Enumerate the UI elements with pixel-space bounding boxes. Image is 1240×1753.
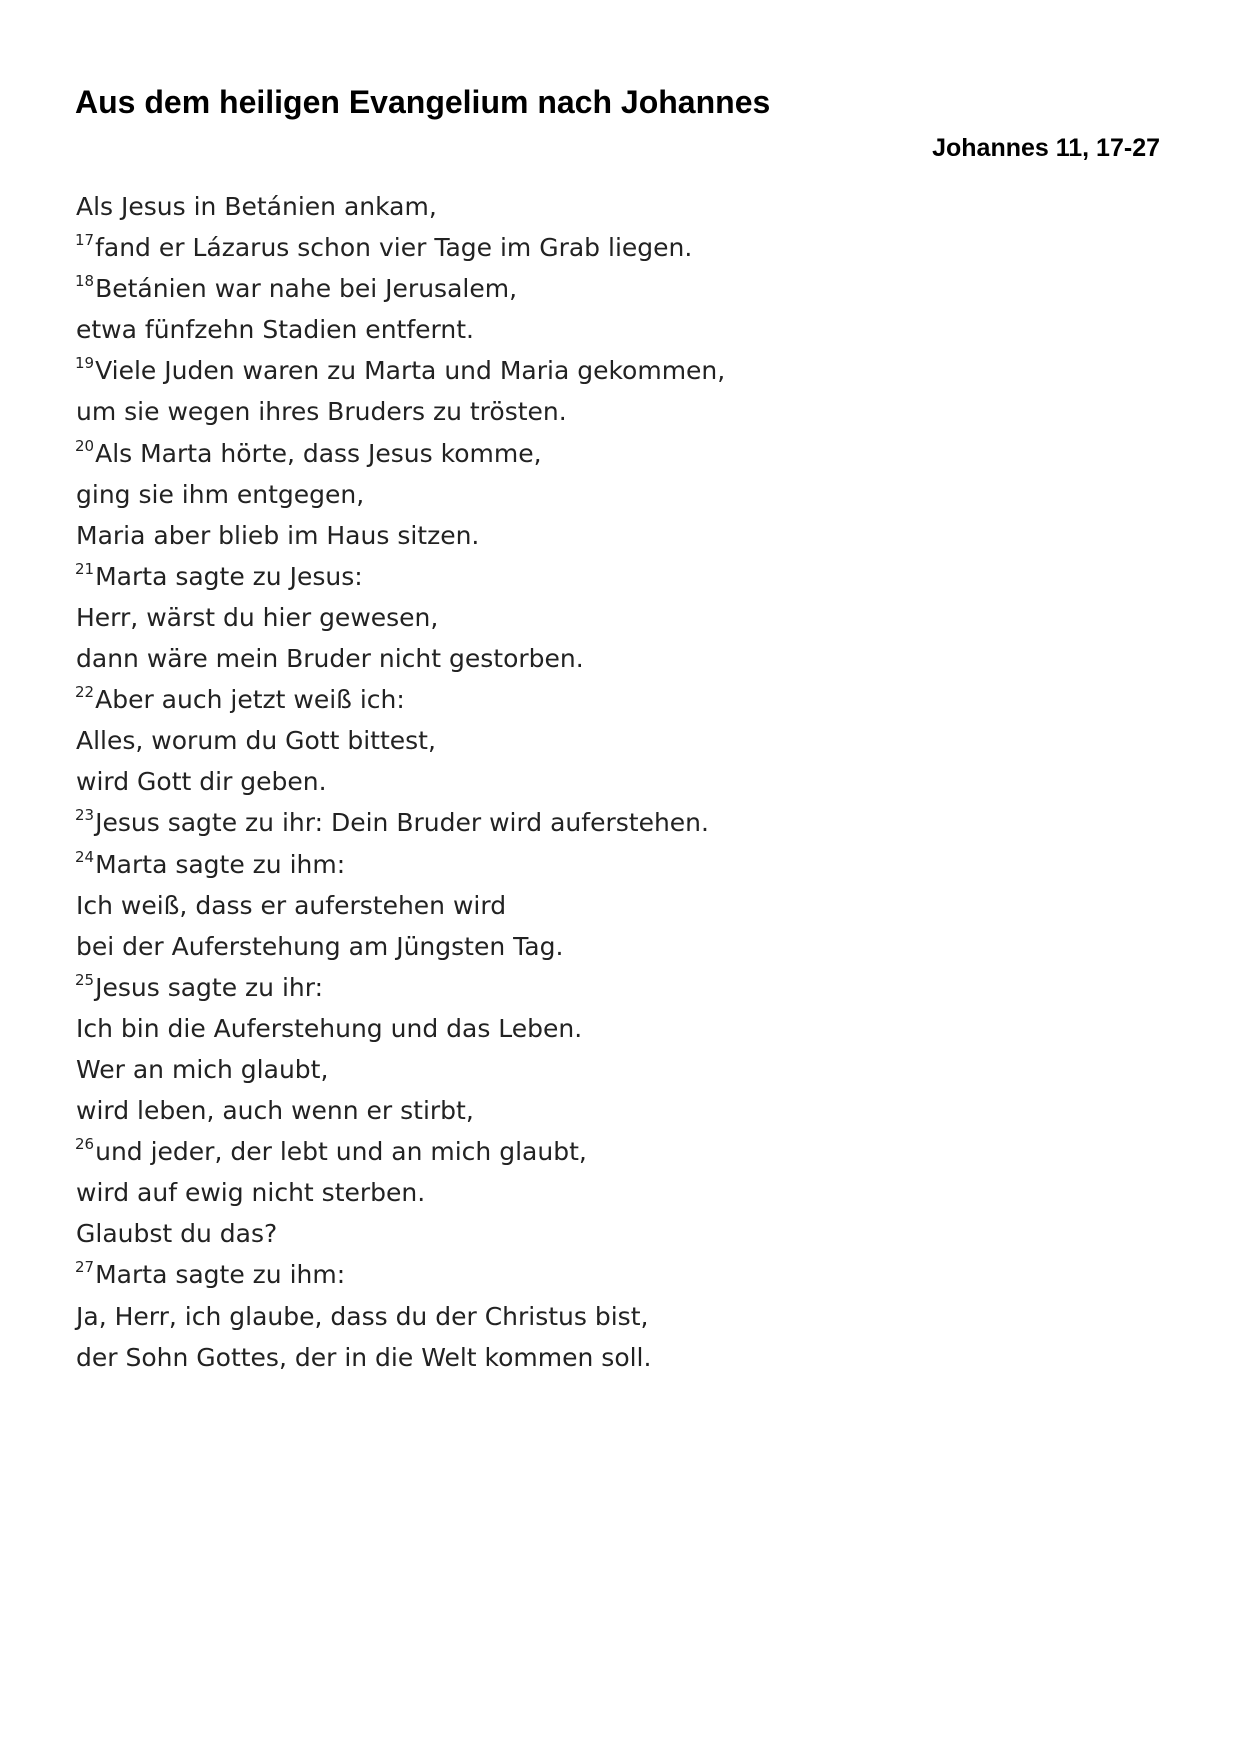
reading-line — [75, 1296, 1075, 1337]
verse-number: 22 — [75, 683, 95, 702]
verse-number: 26 — [75, 1135, 95, 1154]
line-text: Betánien war nahe bei Jerusalem, — [95, 274, 518, 304]
reading-line — [75, 268, 1075, 309]
reading-line — [75, 802, 1075, 843]
line-text: Jesus sagte zu ihr: Dein Bruder wird auferstehen. — [95, 808, 709, 838]
reading-line — [75, 844, 1075, 885]
verse-number: 27 — [75, 1258, 95, 1277]
verse-number: 20 — [75, 436, 95, 455]
reading-line — [75, 1049, 1075, 1090]
reading-line — [75, 720, 1075, 761]
reading-line — [75, 515, 1075, 556]
line-text: etwa fünfzehn Stadien entfernt. — [76, 315, 474, 345]
line-text: Marta sagte zu Jesus: — [95, 561, 363, 591]
line-text: der Sohn Gottes, der in die Welt kommen soll. — [76, 1342, 652, 1372]
reading-text — [75, 186, 1075, 1378]
reading-line — [75, 186, 1075, 227]
reading-line — [75, 391, 1075, 432]
line-text: dann wäre mein Bruder nicht gestorben. — [76, 644, 584, 674]
line-text: wird Gott dir geben. — [76, 767, 327, 797]
reading-line — [75, 309, 1075, 350]
line-text: Als Jesus in Betánien ankam, — [76, 192, 437, 221]
line-text: bei der Auferstehung am Jüngsten Tag. — [76, 931, 564, 961]
reading-line — [75, 885, 1075, 926]
reading-line — [75, 638, 1075, 679]
line-text: Glaubst du das? — [76, 1219, 278, 1249]
line-text: um sie wegen ihres Bruders zu trösten. — [76, 397, 567, 427]
verse-number: 17 — [75, 231, 95, 250]
line-text: wird auf ewig nicht sterben. — [76, 1178, 426, 1208]
reading-line — [75, 1131, 1075, 1172]
verse-number: 23 — [75, 806, 95, 825]
reading-line — [75, 679, 1075, 720]
reading-line — [75, 761, 1075, 802]
reading-line — [75, 1213, 1075, 1254]
page-title: Aus dem heiligen Evangelium nach Johannes — [75, 84, 771, 120]
reading-line — [75, 967, 1075, 1008]
line-text: Ich bin die Auferstehung und das Leben. — [76, 1013, 583, 1043]
reading-line — [75, 1008, 1075, 1049]
reading-line — [75, 556, 1075, 597]
line-text: fand er Lázarus schon vier Tage im Grab liegen. — [95, 233, 693, 263]
reading-line — [75, 1172, 1075, 1213]
line-text: Marta sagte zu ihm: — [95, 849, 346, 879]
line-text: Maria aber blieb im Haus sitzen. — [76, 520, 480, 550]
reading-line — [75, 433, 1075, 474]
line-text: Viele Juden waren zu Marta und Maria gekommen, — [95, 356, 726, 386]
reading-line — [75, 227, 1075, 268]
line-text: Ich weiß, dass er auferstehen wird — [76, 890, 507, 920]
line-text: und jeder, der lebt und an mich glaubt, — [95, 1137, 587, 1167]
line-text: Ja, Herr, ich glaube, dass du der Christus bist, — [76, 1301, 649, 1331]
line-text: wird leben, auch wenn er stirbt, — [76, 1096, 474, 1126]
line-text: Marta sagte zu ihm: — [95, 1260, 346, 1290]
verse-number: 25 — [75, 970, 95, 989]
line-text: Herr, wärst du hier gewesen, — [76, 602, 439, 632]
line-text: Aber auch jetzt weiß ich: — [95, 685, 405, 715]
reading-line — [75, 926, 1075, 967]
reading-line — [75, 350, 1075, 391]
line-text: ging sie ihm entgegen, — [76, 479, 365, 509]
line-text: Wer an mich glaubt, — [76, 1054, 329, 1084]
reading-line — [75, 1254, 1075, 1295]
reading-line — [75, 597, 1075, 638]
line-text: Als Marta hörte, dass Jesus komme, — [95, 438, 542, 468]
verse-number: 18 — [75, 272, 95, 291]
reading-line — [75, 1090, 1075, 1131]
line-text: Alles, worum du Gott bittest, — [76, 726, 436, 756]
scripture-reference: Johannes 11, 17-27 — [932, 134, 1160, 162]
reading-line — [75, 474, 1075, 515]
verse-number: 19 — [75, 354, 95, 373]
reading-line — [75, 1337, 1075, 1378]
verse-number: 24 — [75, 847, 95, 866]
line-text: Jesus sagte zu ihr: — [95, 972, 323, 1002]
verse-number: 21 — [75, 559, 95, 578]
